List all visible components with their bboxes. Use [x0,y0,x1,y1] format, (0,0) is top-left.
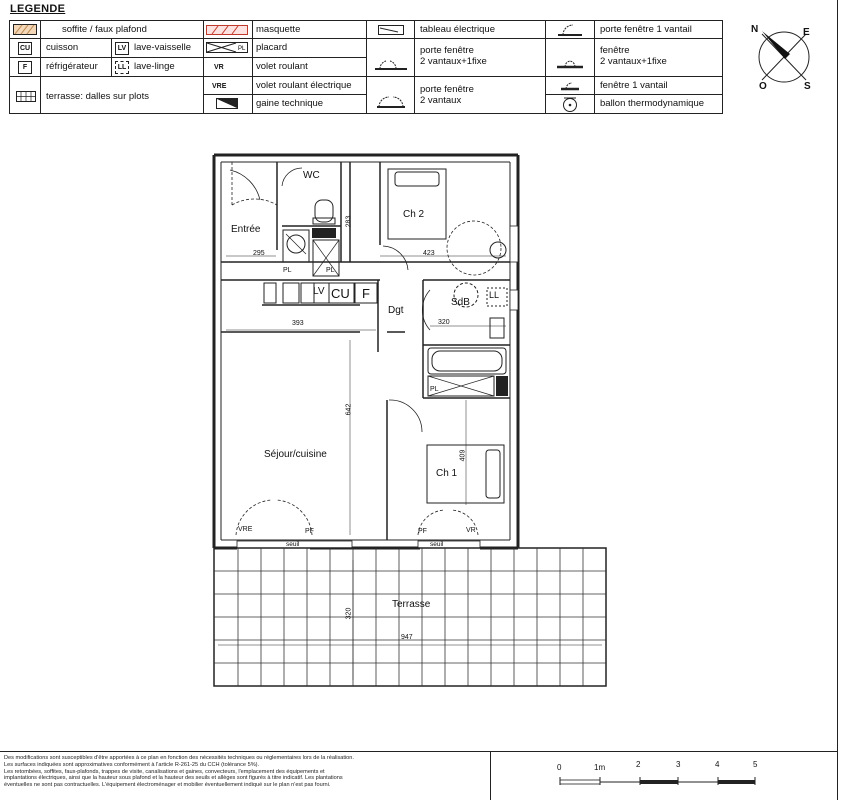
compass-east-label: E [803,27,810,38]
placard-marker-3: PL [430,386,439,393]
dimension-423: 423 [423,250,435,257]
scale-label-5: 5 [753,760,758,769]
footer-line-5: éventuelles ne sont pas contractuelles. L'équipement électroménager et mobilier éventuellement indiqué sur le plan n'est pas fourni. [4,782,331,789]
volet-roulant-symbol: VR [214,64,224,71]
scale-label-1m: 1m [594,763,606,772]
legend-gaine-label: gaine technique [256,98,324,109]
room-sejour-label: Séjour/cuisine [264,449,327,460]
compass-west-label: O [759,81,767,92]
placard-marker-2: PL [326,267,335,274]
pf-marker-ch1: PF [418,528,427,535]
footer-divider [0,751,838,752]
legend-pf-2v-fixe-label: porte fenêtre 2 vantaux+1fixe [420,45,487,67]
refrigerateur-symbol: F [18,61,32,74]
room-ch2-label: Ch 2 [403,209,425,220]
legend-fenetre-1v-label: fenêtre 1 vantail [600,80,668,91]
legend-terrasse-label: terrasse: dalles sur plots [46,91,149,102]
legend-tableau-label: tableau électrique [420,24,495,35]
footer-disclaimer [4,755,490,789]
seuil-label-ch1: seuil [430,541,444,548]
legend-vre-label: volet roulant électrique [256,80,352,91]
dimension-320-terrasse: 320 [345,607,353,620]
legend-masquette-label: masquette [256,24,301,35]
placard-marker-1: PL [283,267,292,274]
dimension-642: 642 [345,403,353,416]
refrigerateur-marker: F [362,286,370,301]
compass-north-label: N [751,24,759,35]
legend-ballon-label: ballon thermodynamique [600,98,705,109]
scale-label-0: 0 [557,763,562,772]
cuisson-symbol: CU [18,42,32,55]
legend-pf-1v-label: porte fenêtre 1 vantail [600,24,692,35]
legend-title: LEGENDE [10,3,66,15]
dimension-320: 320 [438,319,450,326]
legend-volet-roulant-label: volet roulant [256,61,308,72]
legend-fenetre-2v-fixe-label: fenêtre 2 vantaux+1fixe [600,45,667,67]
dimension-295: 295 [253,250,265,257]
dimension-393: 393 [292,320,304,327]
footer-line-2: Les surfaces indiquées sont approximatives conformément à l'article R-261-25 du CCH (tolérance 5%). [4,761,260,768]
vre-symbol: VRE [212,83,227,90]
seuil-label-sejour: seuil [286,541,300,548]
scale-label-3: 3 [676,760,681,769]
legend-lave-vaisselle-label: lave-vaisselle [134,42,192,53]
room-sdb-label: SdB [451,297,470,308]
footer-line-1: Des modifications sont susceptibles d'être apportées à ce plan en fonction des nécessités techniques ou réglementaires lors de la réalisation. [4,755,354,761]
room-terrasse-label: Terrasse [392,599,431,610]
legend-refrigerateur-label: réfrigérateur [46,61,98,72]
legend-cuisson-label: cuisson [46,42,79,53]
vr-marker-ch1: VR [466,527,476,534]
lave-linge-marker: LL [489,290,500,300]
legend-lave-linge-label: lave-linge [134,61,175,72]
room-ch1-label: Ch 1 [436,468,458,479]
dimension-409: 409 [459,449,467,462]
svg-text:PL: PL [238,46,246,52]
dimension-947: 947 [401,634,413,641]
room-wc-label: WC [303,170,320,181]
legend-placard-label: placard [256,42,288,53]
compass-south-label: S [804,81,811,92]
scale-bar [550,770,770,790]
cuisson-marker: CU [331,286,350,301]
footer-line-3: Les retombées, soffites, faux-plafonds, trappes de visite, canalisations et gaines, convecteurs, l'emplacement des équipements et [4,768,325,775]
room-entree-label: Entrée [231,224,261,235]
room-dgt-label: Dgt [388,305,404,316]
vre-marker: VRE [238,526,253,533]
legend-pf-2v-label: porte fenêtre 2 vantaux [420,84,474,106]
lave-linge-symbol: LL [115,61,129,74]
lave-vaisselle-marker: LV [313,286,325,297]
footer-vertical-divider [490,751,491,800]
lave-vaisselle-symbol: LV [115,42,129,55]
dimension-283: 283 [345,215,353,228]
footer-line-4: implantations électriques, ainsi que la hauteur sous plafond et la hauteur des seuils et allèges sont figurés à titre indicatif. Les plantations [4,775,343,782]
pf-marker-sejour: PF [305,528,314,535]
legend-soffite-label: soffite / faux plafond [62,24,147,35]
scale-label-2: 2 [636,760,641,769]
scale-label-4: 4 [715,760,720,769]
